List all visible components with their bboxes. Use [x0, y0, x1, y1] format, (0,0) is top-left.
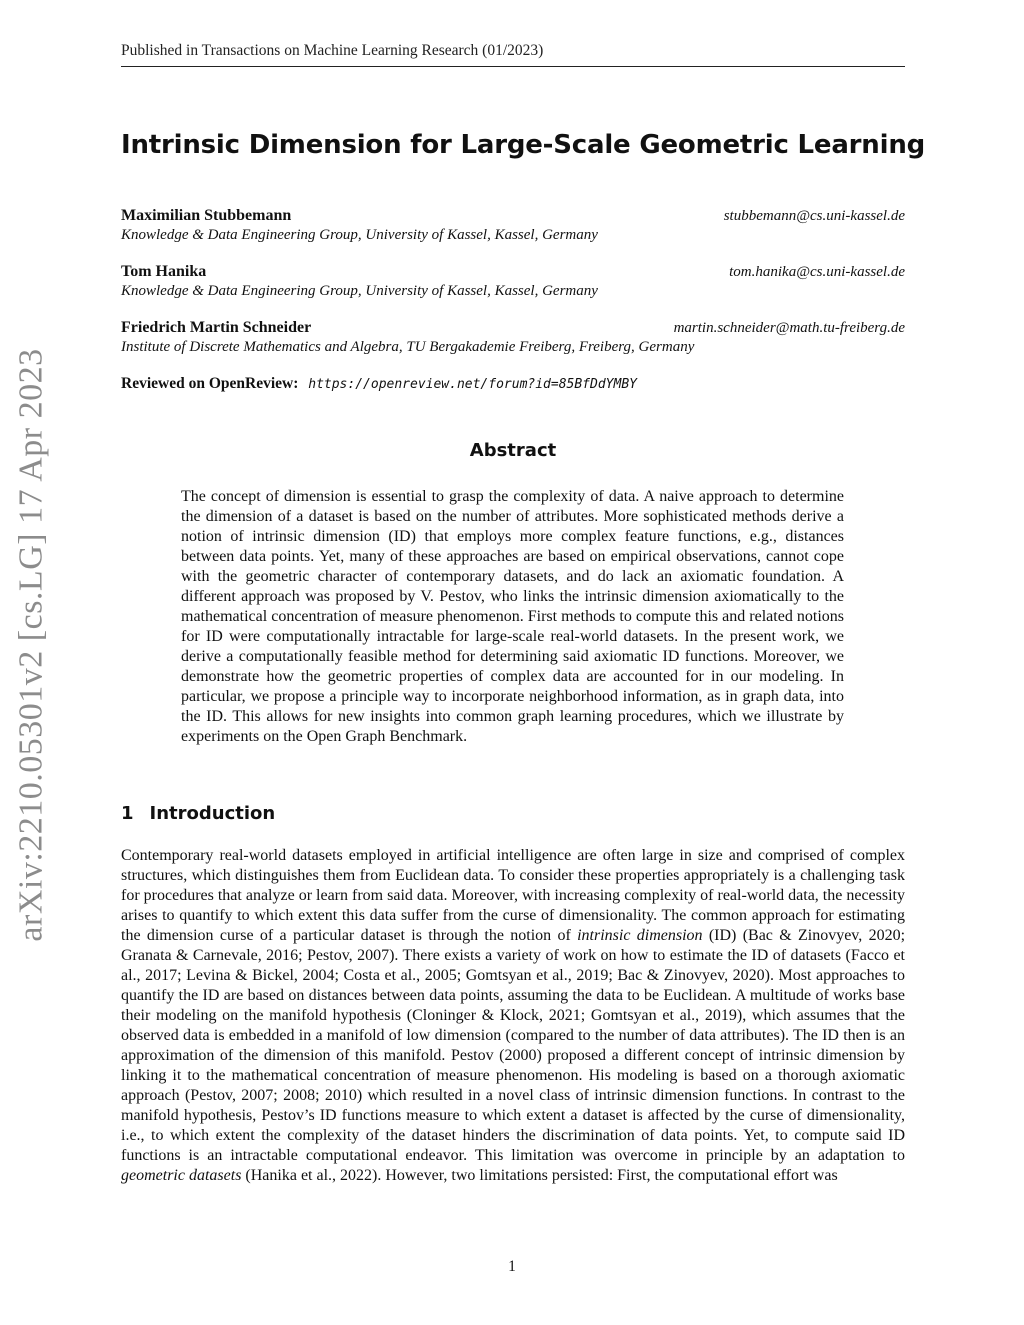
abstract-text: The concept of dimension is essential to grasp the complexity of data. A naive approach to determine the dimension of a dataset is based on the number of attributes. More sophisticated methods derive a notion of intrinsic dimension (ID) that employs more complex feature functions, e.g., distances between data points. Yet, many of these approaches are based on empirical observations, cannot cope with the geometric character of contemporary datasets, and do lack an axiomatic foundation. A different approach was proposed by V. Pestov, who links the intrinsic dimension axiomatically to the mathematical concentration of measure phenomenon. First methods to compute this and related notions for ID were computationally intractable for large-scale real-world datasets. In the present work, we derive a computationally feasible method for determining said axiomatic ID functions. Moreover, we demonstrate how the geometric properties of complex data are accounted for in our modeling. In particular, we propose a principle way to incorporate neighborhood information, as in graph data, into the ID. This allows for new insights into common graph learning procedures, which we illustrate by experiments on the Open Graph Benchmark. [181, 488, 844, 745]
page-number: 1 [508, 1258, 516, 1275]
introduction-paragraph [121, 846, 905, 1186]
author-block [121, 319, 905, 356]
author-name: Friedrich Martin Schneider [121, 319, 312, 336]
abstract-heading: Abstract [469, 440, 557, 461]
arxiv-identifier: arXiv:2210.05301v2 [cs.LG] 17 Apr 2023 [13, 348, 50, 942]
author-email: stubbemann@cs.uni-kassel.de [723, 208, 905, 224]
author-name: Tom Hanika [121, 263, 207, 280]
author-email: tom.hanika@cs.uni-kassel.de [729, 264, 905, 280]
intro-emphasis: intrinsic dimension [577, 927, 703, 944]
author-affiliation: Institute of Discrete Mathematics and Algebra, TU Bergakademie Freiberg, Freiberg, Germany [121, 339, 695, 355]
section-heading [121, 803, 275, 824]
author-name: Maximilian Stubbemann [121, 207, 292, 224]
intro-text-part: Contemporary real-world datasets employed in artificial intelligence are often large in size and comprised of complex structures, which distinguishes them from Euclidean data. To consider these properties appropriately is a challenging task for procedures that analyze or learn from said data. Moreover, with increasing complexity of real-world data, the necessity arises to quantify to which extent this data suffer from the curse of dimensionality. The common approach for estimating the dimension curse of a particular dataset is through the notion of [121, 847, 905, 944]
review-label: Reviewed on OpenReview: [121, 375, 299, 392]
section-number: 1 [121, 803, 134, 824]
author-block [121, 207, 905, 244]
intro-text-part: (Hanika et al., 2022). However, two limitations persisted: First, the computational effort was [241, 1167, 838, 1184]
running-header: Published in Transactions on Machine Learning Research (01/2023) [121, 42, 905, 67]
intro-emphasis: geometric datasets [121, 1167, 242, 1184]
openreview-link[interactable]: https://openreview.net/forum?id=85BfDdYMBY [308, 377, 637, 392]
arxiv-side-stamp [2, 325, 62, 965]
review-line [121, 375, 637, 393]
author-block [121, 263, 905, 300]
author-email: martin.schneider@math.tu-freiberg.de [673, 320, 905, 336]
author-affiliation: Knowledge & Data Engineering Group, University of Kassel, Kassel, Germany [121, 283, 598, 299]
paper-title: Intrinsic Dimension for Large-Scale Geometric Learning [121, 130, 926, 160]
author-affiliation: Knowledge & Data Engineering Group, University of Kassel, Kassel, Germany [121, 227, 598, 243]
section-title: Introduction [149, 803, 276, 824]
intro-text-part: (ID) (Bac & Zinovyev, 2020; Granata & Carnevale, 2016; Pestov, 2007). There exists a variety of work on how to estimate the ID of datasets (Facco et al., 2017; Levina & Bickel, 2004; Costa et al., 2005; Gomtsyan et al., 2019; Bac & Zinovyev, 2020). Most approaches to quantify the ID are based on distances between data points, assuming the data to be Euclidean. A multitude of works base their modeling on the manifold hypothesis (Cloninger & Klock, 2021; Gomtsyan et al., 2019), which assumes that the observed data is embedded in a manifold of low dimension (compared to the number of data attributes). The ID then is an approximation of the dimension of this manifold. Pestov (2000) proposed a different concept of intrinsic dimension by linking it to the mathematical concentration of measure phenomenon. His modeling is based on a thorough axiomatic approach (Pestov, 2007; 2008; 2010) which resulted in a novel class of intrinsic dimension functions. In contrast to the manifold hypothesis, Pestov’s ID functions measure to which extent a dataset is affected by the curse of dimensionality, i.e., to which extent the complexity of the dataset hinders the discrimination of data points. Yet, to compute said ID functions is an intractable computational endeavor. This limitation was overcome in principle by an adaptation to [121, 927, 906, 1164]
